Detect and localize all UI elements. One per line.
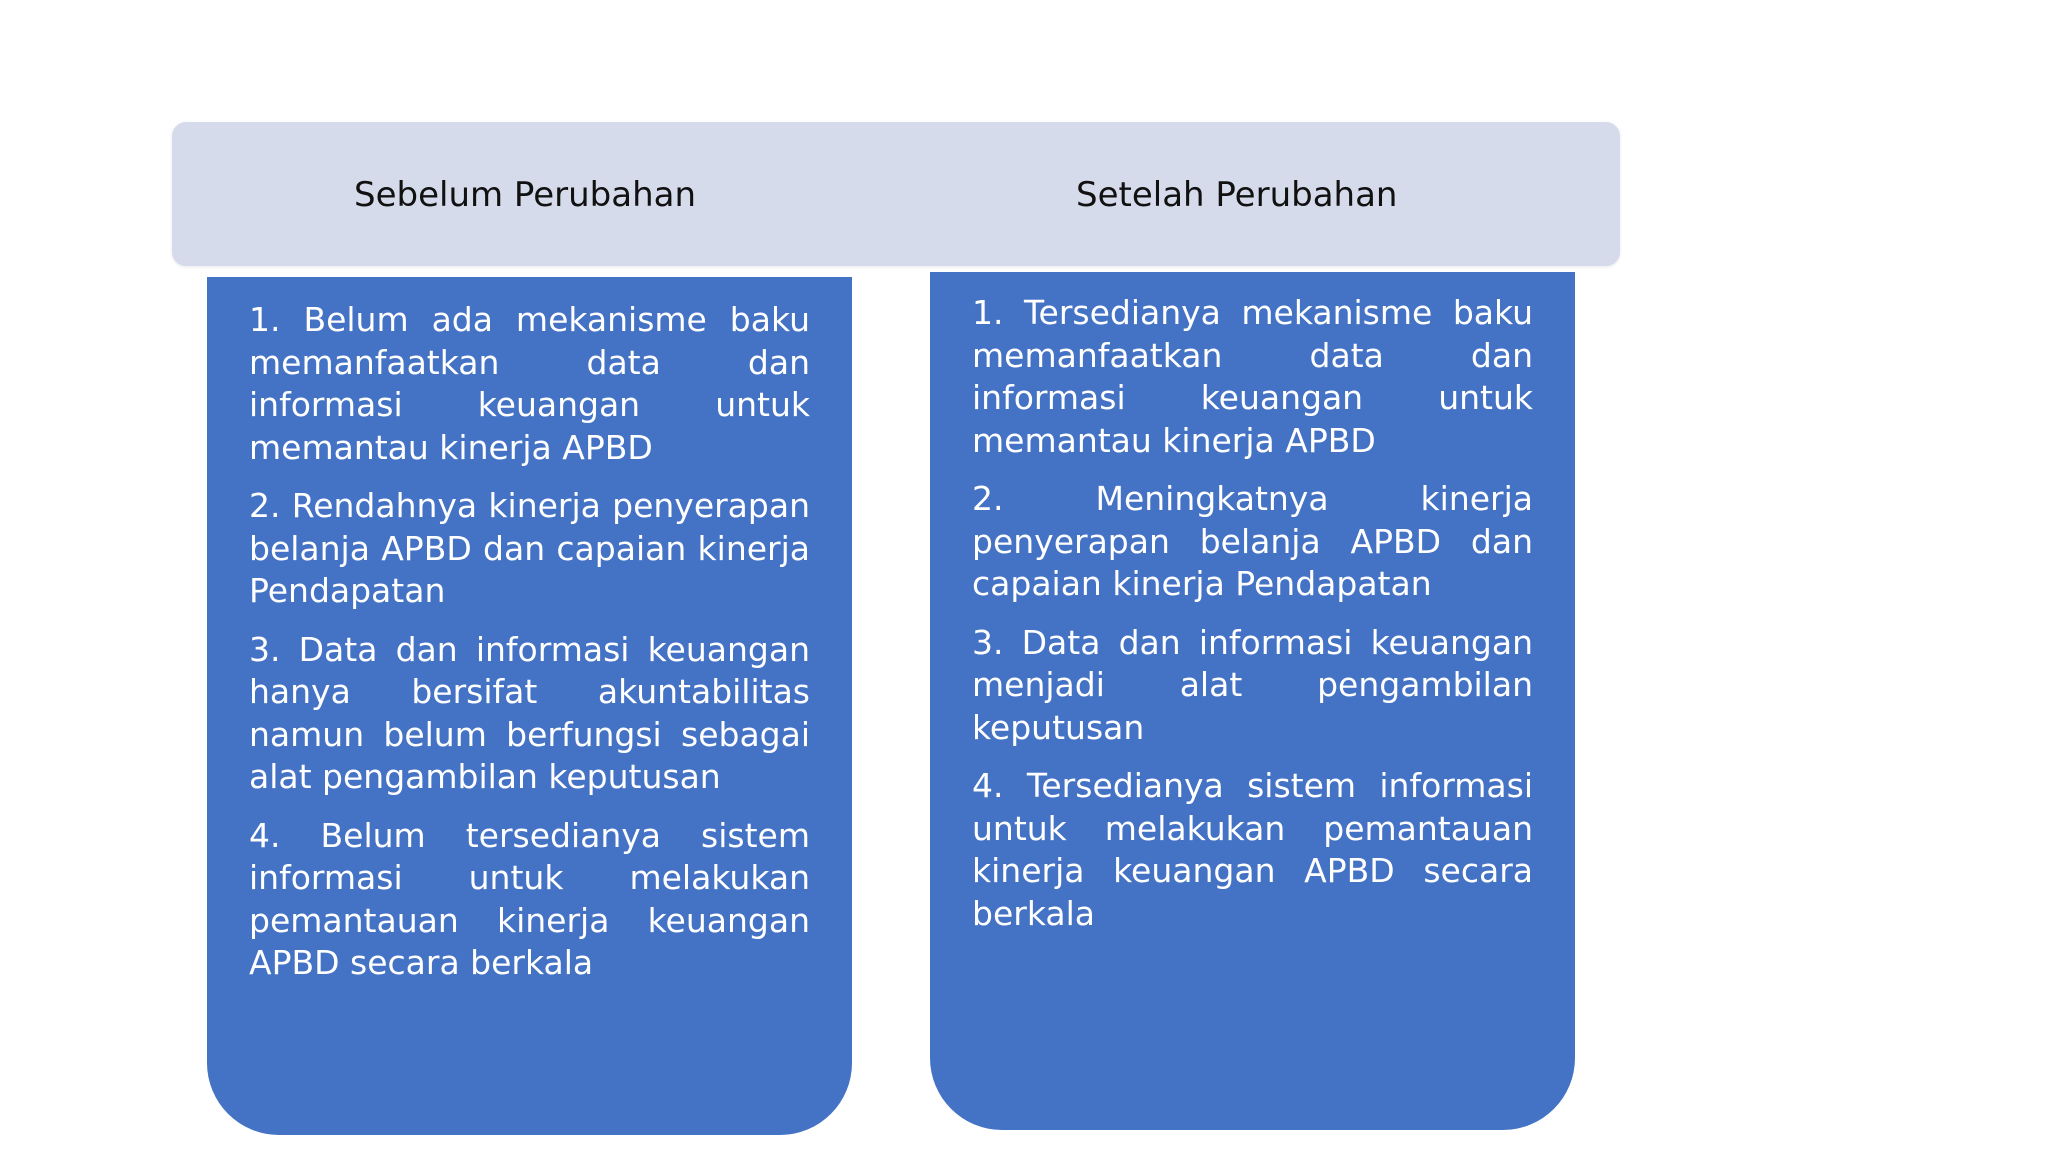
before-panel [207,277,852,1135]
before-item-1: 1. Belum ada mekanisme baku memanfaatkan data dan informasi keuangan untuk memantau kinerja APBD [249,300,810,467]
before-item-4: 4. Belum tersedianya sistem informasi untuk melakukan pemantauan kinerja keuangan APBD secara berkala [249,815,810,982]
before-item-3: 3. Data dan informasi keuangan hanya bersifat akuntabilitas namun belum berfungsi sebagai alat pengambilan keputusan [249,629,810,796]
after-item-3: 3. Data dan informasi keuangan menjadi alat pengambilan keputusan [972,622,1533,747]
after-column-title: Setelah Perubahan [1076,175,1398,215]
before-column-title: Sebelum Perubahan [354,175,697,215]
after-item-1: 1. Tersedianya mekanisme baku memanfaatkan data dan informasi keuangan untuk memantau kinerja APBD [972,293,1533,460]
before-item-2: 2. Rendahnya kinerja penyerapan belanja APBD dan capaian kinerja Pendapatan [249,486,810,610]
after-item-4: 4. Tersedianya sistem informasi untuk melakukan pemantauan kinerja keuangan APBD secara berkala [972,766,1533,933]
after-panel [930,272,1575,1130]
after-item-2: 2. Meningkatnya kinerja penyerapan belanja APBD dan capaian kinerja Pendapatan [972,479,1533,603]
